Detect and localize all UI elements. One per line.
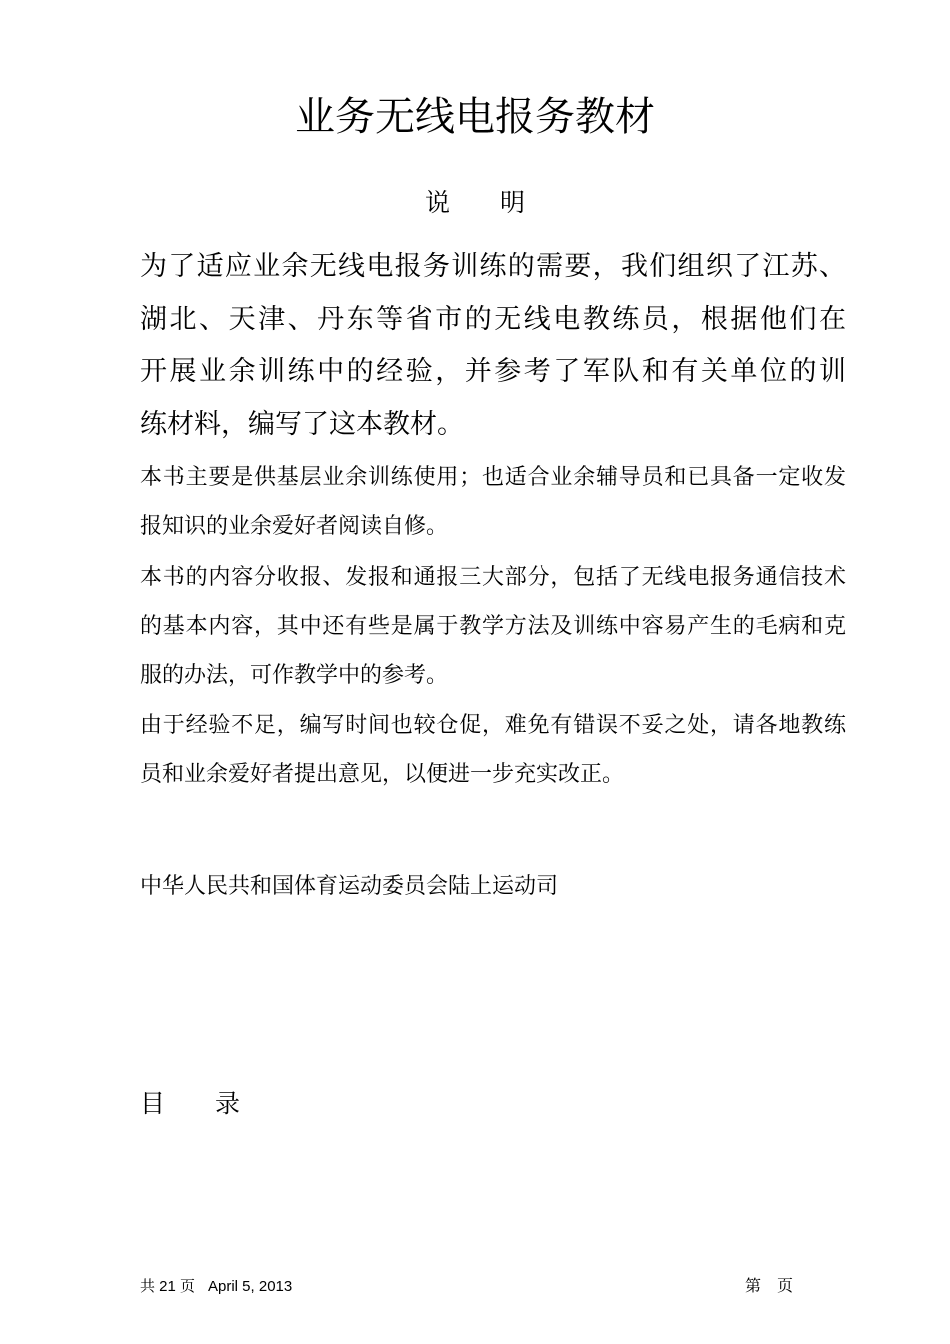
- text-line: 开展业余训练中的经验，并参考了军队和有关单位的训: [140, 356, 846, 386]
- paragraph-contents: [140, 552, 846, 699]
- footer-page-number-label: 第 页: [745, 1278, 794, 1295]
- text-line: 本书主要是供基层业余训练使用；也适合业余辅导员和已具备一定收发: [140, 464, 846, 489]
- section-heading-shuoming: 说 明: [424, 190, 525, 217]
- text-line: 报知识的业余爱好者阅读自修。: [140, 513, 449, 538]
- paragraph-audience: [140, 452, 846, 550]
- text-line: 湖北、天津、丹东等省市的无线电教练员，根据他们在: [140, 303, 846, 334]
- toc-heading: 目 录: [140, 1091, 241, 1118]
- signature-organization: 中华人民共和国体育运动委员会陆上运动司: [140, 873, 559, 898]
- text-line: 练材料，编写了这本教材。: [140, 408, 464, 439]
- page-footer: [0, 1276, 950, 1300]
- text-line: 服的办法，可作教学中的参考。: [140, 662, 449, 687]
- paragraph-intro: [140, 240, 846, 450]
- text-line: 员和业余爱好者提出意见，以便进一步充实改正。: [140, 761, 625, 786]
- footer-total-pages: 共 21 页: [140, 1278, 196, 1295]
- footer-date: April 5, 2013: [208, 1278, 293, 1295]
- text-line: 为了适应业余无线电报务训练的需要，我们组织了江苏、: [140, 251, 846, 281]
- text-line: 的基本内容，其中还有些是属于教学方法及训练中容易产生的毛病和克: [140, 613, 846, 638]
- paragraph-apology: [140, 700, 846, 798]
- text-line: 由于经验不足，编写时间也较仓促，难免有错误不妥之处，请各地教练: [140, 712, 846, 737]
- text-line: 本书的内容分收报、发报和通报三大部分，包括了无线电报务通信技术: [140, 564, 846, 589]
- document-title: 业务无线电报务教材: [295, 94, 655, 139]
